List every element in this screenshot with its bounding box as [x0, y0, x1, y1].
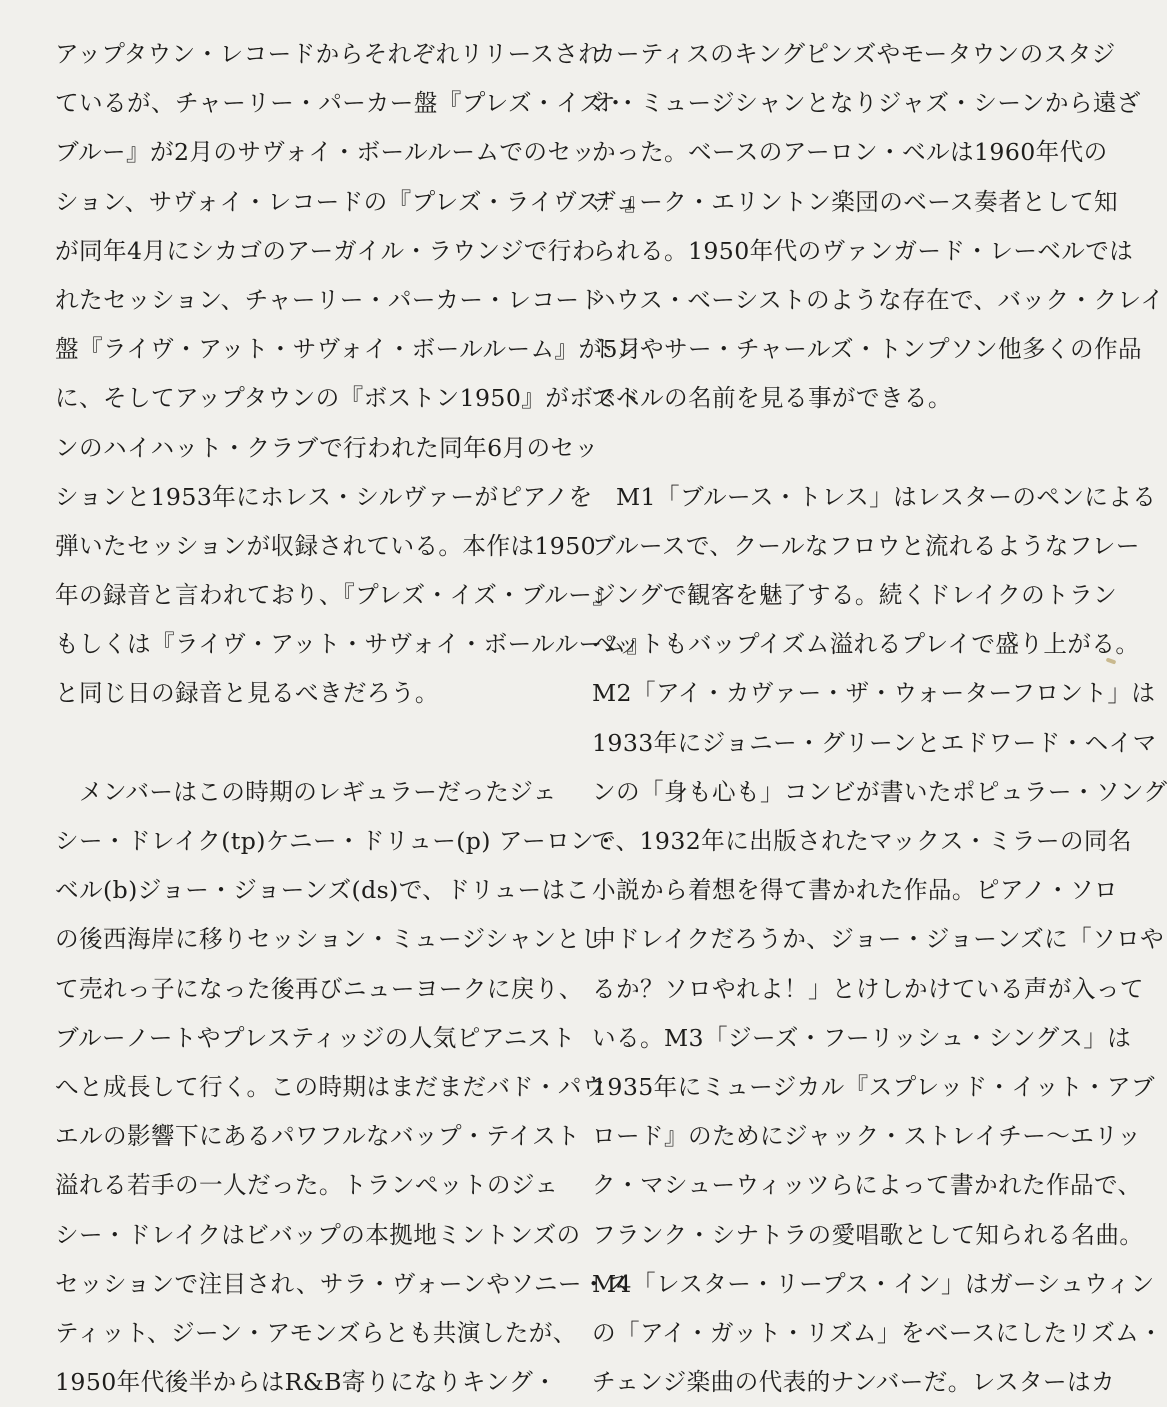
- text-line: フランク・シナトラの愛唱歌として知られる名曲。: [592, 1220, 1144, 1249]
- text-line: ているが、チャーリー・パーカー盤『プレズ・イズ・: [55, 89, 628, 118]
- text-line: ハウス・ベーシストのような存在で、バック・クレイ: [592, 285, 1165, 314]
- paragraph-gap: [55, 719, 555, 768]
- text-line: ションと1953年にホレス・シルヴァーがピアノを: [55, 482, 593, 511]
- text-line: ティット、ジーン・アモンズらとも共演したが、: [55, 1318, 577, 1347]
- text-line: に、そしてアップタウンの『ボストン1950』がボスト: [55, 384, 642, 413]
- text-line: て売れっ子になった後再びニューヨークに戻り、: [55, 974, 583, 1003]
- text-line: ブルーノートやプレスティッジの人気ピアニスト: [55, 1023, 576, 1052]
- text-line: オ・ミュージシャンとなりジャズ・シーンから遠ざ: [592, 89, 1141, 118]
- text-line: セッションで注目され、サラ・ヴォーンやソニー・ス: [55, 1269, 630, 1298]
- text-line: M2「アイ・カヴァー・ザ・ウォーターフロント」は: [592, 679, 1156, 708]
- text-line: へと成長して行く。この時期はまだまだバド・パウ: [55, 1072, 606, 1101]
- text-line: もしくは『ライヴ・アット・サヴォイ・ボールルーム』: [55, 630, 651, 659]
- text-line: 中ドレイクだろうか、ジョー・ジョーンズに「ソロや: [592, 925, 1165, 954]
- text-line: ロード』のためにジャック・ストレイチー～エリッ: [592, 1122, 1142, 1151]
- text-line: られる。1950年代のヴァンガード・レーベルでは: [592, 236, 1134, 265]
- text-line: の後西海岸に移りセッション・ミュージシャンとし: [55, 925, 605, 954]
- text-line: トンやサー・チャールズ・トンプソン他多くの作品: [592, 335, 1142, 364]
- text-line: ション、サヴォイ・レコードの『プレズ・ライヴス！』: [55, 187, 649, 216]
- text-line: かった。ベースのアーロン・ベルは1960年代の: [592, 138, 1108, 167]
- text-line: ンの「身も心も」コンビが書いたポピュラー・ソング: [592, 777, 1167, 806]
- text-line: でベルの名前を見る事ができる。: [592, 384, 952, 413]
- paper-speck: [1106, 657, 1117, 664]
- text-line: カーティスのキングピンズやモータウンのスタジ: [592, 40, 1116, 68]
- paragraph-gap: [592, 424, 1092, 473]
- right-paragraph-1: [592, 30, 1165, 424]
- text-line: ブルースで、クールなフロウと流れるようなフレー: [592, 531, 1140, 560]
- text-line: デューク・エリントン楽団のベース奏者として知: [592, 187, 1118, 216]
- text-line: ペットもバップイズム溢れるプレイで盛り上がる。: [592, 630, 1140, 659]
- left-column: [55, 30, 651, 1407]
- text-line: 1950年代後半からはR&B寄りになりキング・: [55, 1368, 558, 1397]
- text-line: れたセッション、チャーリー・パーカー・レコード: [55, 285, 604, 314]
- text-line: ンのハイハット・クラブで行われた同年6月のセッ: [55, 433, 599, 462]
- text-line: ブルー』が2月のサヴォイ・ボールルームでのセッ: [55, 138, 596, 167]
- right-column: [592, 30, 1167, 1407]
- text-line: の「アイ・ガット・リズム」をベースにしたリズム・: [592, 1318, 1164, 1347]
- text-line: ベル(b)ジョー・ジョーンズ(ds)で、ドリューはこ: [55, 876, 590, 905]
- text-line: シー・ドレイクはビバップの本拠地ミントンズの: [55, 1220, 581, 1249]
- text-line: 小説から着想を得て書かれた作品。ピアノ・ソロ: [592, 876, 1118, 905]
- text-line: シー・ドレイク(tp)ケニー・ドリュー(p) アーロン・: [55, 827, 619, 855]
- text-line: と同じ日の録音と見るべきだろう。: [55, 679, 439, 708]
- text-line: 溢れる若手の一人だった。トランペットのジェ: [55, 1171, 559, 1200]
- text-line: 年の録音と言われており、『プレズ・イズ・ブルー』: [55, 581, 617, 610]
- text-line: で、1932年に出版されたマックス・ミラーの同名: [592, 827, 1132, 855]
- text-line: るか？ソロやれよ！」とけしかけている声が入って: [592, 974, 1144, 1003]
- left-paragraph-2: [55, 768, 630, 1407]
- text-line: M1「ブルース・トレス」はレスターのペンによる: [592, 482, 1157, 511]
- text-line: いる。M3「ジーズ・フーリッシュ・シングス」は: [592, 1023, 1132, 1052]
- text-line: ク・マシューウィッツらによって書かれた作品で、: [592, 1171, 1142, 1200]
- text-line: アップタウン・レコードからそれぞれリリースされ: [55, 40, 603, 68]
- text-line: チェンジ楽曲の代表的ナンバーだ。レスターはカ: [592, 1368, 1116, 1397]
- text-line: エルの影響下にあるパワフルなバップ・テイスト: [55, 1122, 581, 1151]
- text-line: が同年4月にシカゴのアーガイル・ラウンジで行わ: [55, 236, 596, 265]
- text-line: 1935年にミュージカル『スプレッド・イット・アブ: [592, 1072, 1155, 1101]
- left-paragraph-1: [55, 30, 651, 719]
- right-paragraph-2: [592, 473, 1167, 1407]
- text-line: メンバーはこの時期のレギュラーだったジェ: [55, 777, 557, 806]
- text-line: 弾いたセッションが収録されている。本作は1950: [55, 531, 597, 560]
- text-line: M4「レスター・リープス・イン」はガーシュウィン: [592, 1269, 1155, 1298]
- text-line: 1933年にジョニー・グリーンとエドワード・ヘイマ: [592, 728, 1157, 757]
- text-line: 盤『ライヴ・アット・サヴォイ・ボールルーム』が5月: [55, 335, 642, 364]
- text-line: ジングで観客を魅了する。続くドレイクのトラン: [592, 581, 1118, 610]
